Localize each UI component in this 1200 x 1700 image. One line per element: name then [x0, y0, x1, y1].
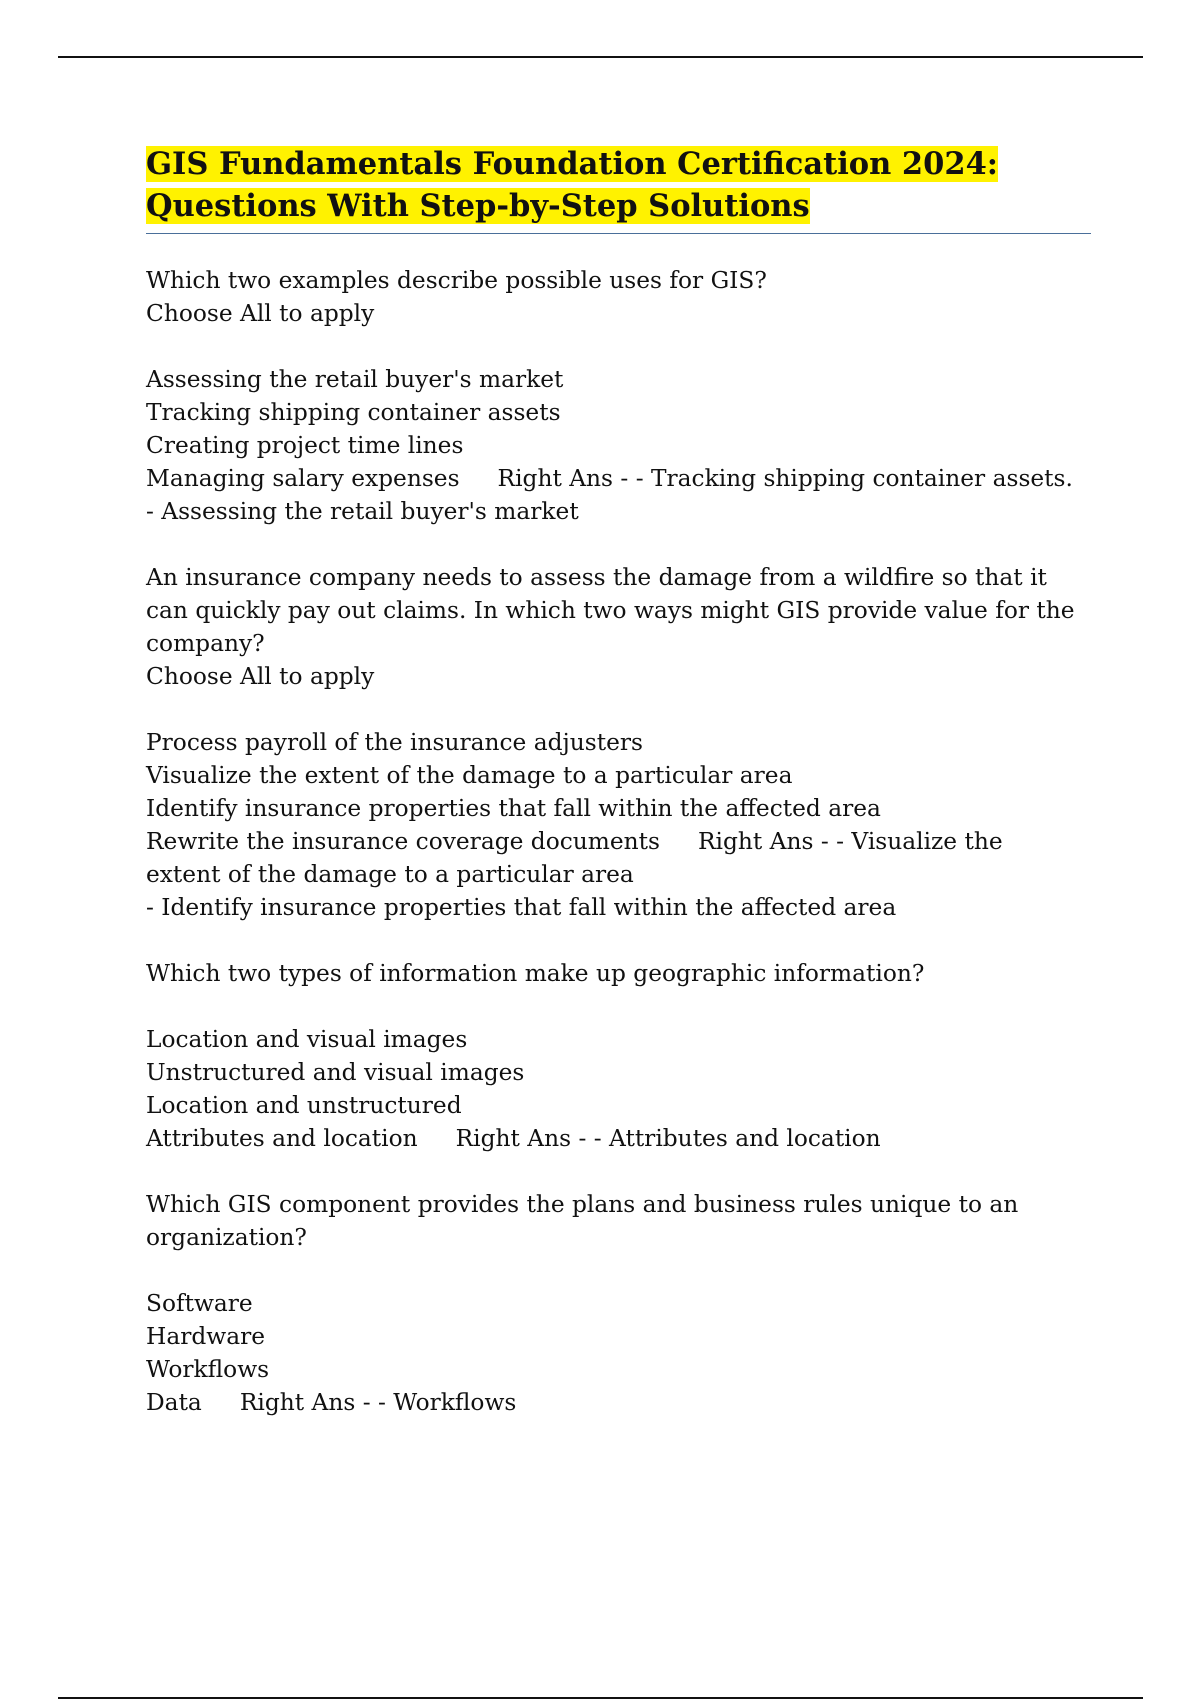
answer-option-text: Software: [146, 1290, 253, 1317]
correct-answer: Right Ans - - Attributes and location: [455, 1125, 881, 1152]
spacer: [146, 1254, 1091, 1287]
answer-option: [146, 1287, 1091, 1320]
question-block: [146, 1188, 1091, 1419]
answer-option: [146, 1320, 1091, 1353]
correct-answer: Right Ans - - Tracking shipping container assets.: [497, 465, 1073, 492]
answer-option: [146, 1353, 1091, 1386]
answer-option: [146, 759, 1091, 792]
question-prompt-line: Which GIS component provides the plans and business rules unique to an: [146, 1191, 1019, 1218]
question-prompt-line: Which two examples describe possible uses for GIS?: [146, 267, 767, 294]
answer-option: [146, 462, 1091, 495]
question-block: [146, 561, 1091, 924]
answer-option-text: Assessing the retail buyer's market: [146, 366, 564, 393]
title-line-2: Questions With Step-by-Step Solutions: [146, 188, 810, 224]
answer-option-text: Location and unstructured: [146, 1092, 462, 1119]
question-block: [146, 264, 1091, 528]
question-list: [146, 264, 1091, 1419]
answer-option: [146, 363, 1091, 396]
answer-option-text: Location and visual images: [146, 1026, 468, 1053]
answer-option: [146, 429, 1091, 462]
question-block: [146, 957, 1091, 1155]
answer-option: [146, 792, 1091, 825]
title-line-1: GIS Fundamentals Foundation Certification 2024:: [146, 146, 999, 182]
spacer: [146, 693, 1091, 726]
correct-answer-continued: - Assessing the retail buyer's market: [146, 498, 579, 525]
answer-option: [146, 1386, 1091, 1419]
answer-option-text: Managing salary expenses: [146, 465, 460, 492]
answer-option: [146, 825, 1091, 858]
question-prompt-line: can quickly pay out claims. In which two ways might GIS provide value for the: [146, 597, 1075, 624]
answer-option-text: Process payroll of the insurance adjusters: [146, 729, 643, 756]
answer-option-text: Visualize the extent of the damage to a particular area: [146, 762, 793, 789]
footer-rule: [58, 1697, 1143, 1699]
answer-option: [146, 396, 1091, 429]
header-rule: [58, 56, 1143, 58]
answer-option-text: Workflows: [146, 1356, 270, 1383]
correct-answer-continued: - Identify insurance properties that fall within the affected area: [146, 894, 897, 921]
spacer: [146, 990, 1091, 1023]
correct-answer: Right Ans - - Visualize the: [698, 828, 1003, 855]
correct-answer: Right Ans - - Workflows: [239, 1389, 517, 1416]
answer-option-text: Identify insurance properties that fall within the affected area: [146, 795, 881, 822]
question-prompt-line: Choose All to apply: [146, 663, 375, 690]
question-prompt-line: Choose All to apply: [146, 300, 375, 327]
answer-option-text: Hardware: [146, 1323, 266, 1350]
answer-option: [146, 1122, 1091, 1155]
answer-option-text: Creating project time lines: [146, 432, 464, 459]
answer-option: [146, 1023, 1091, 1056]
answer-option: [146, 726, 1091, 759]
answer-option-text: Attributes and location: [146, 1125, 418, 1152]
question-prompt-line: company?: [146, 630, 265, 657]
question-prompt-line: organization?: [146, 1224, 307, 1251]
answer-option-text: Rewrite the insurance coverage documents: [146, 828, 660, 855]
answer-option: [146, 1089, 1091, 1122]
document-title: [146, 143, 1091, 227]
question-prompt-line: Which two types of information make up geographic information?: [146, 960, 925, 987]
question-prompt-line: An insurance company needs to assess the damage from a wildfire so that it: [146, 564, 1047, 591]
answer-option-text: Unstructured and visual images: [146, 1059, 525, 1086]
document-page: [146, 143, 1091, 1452]
answer-option: [146, 1056, 1091, 1089]
title-underline: [146, 233, 1091, 234]
spacer: [146, 330, 1091, 363]
answer-option-text: Tracking shipping container assets: [146, 399, 561, 426]
answer-option-text: Data: [146, 1389, 202, 1416]
correct-answer-continued: extent of the damage to a particular area: [146, 861, 634, 888]
